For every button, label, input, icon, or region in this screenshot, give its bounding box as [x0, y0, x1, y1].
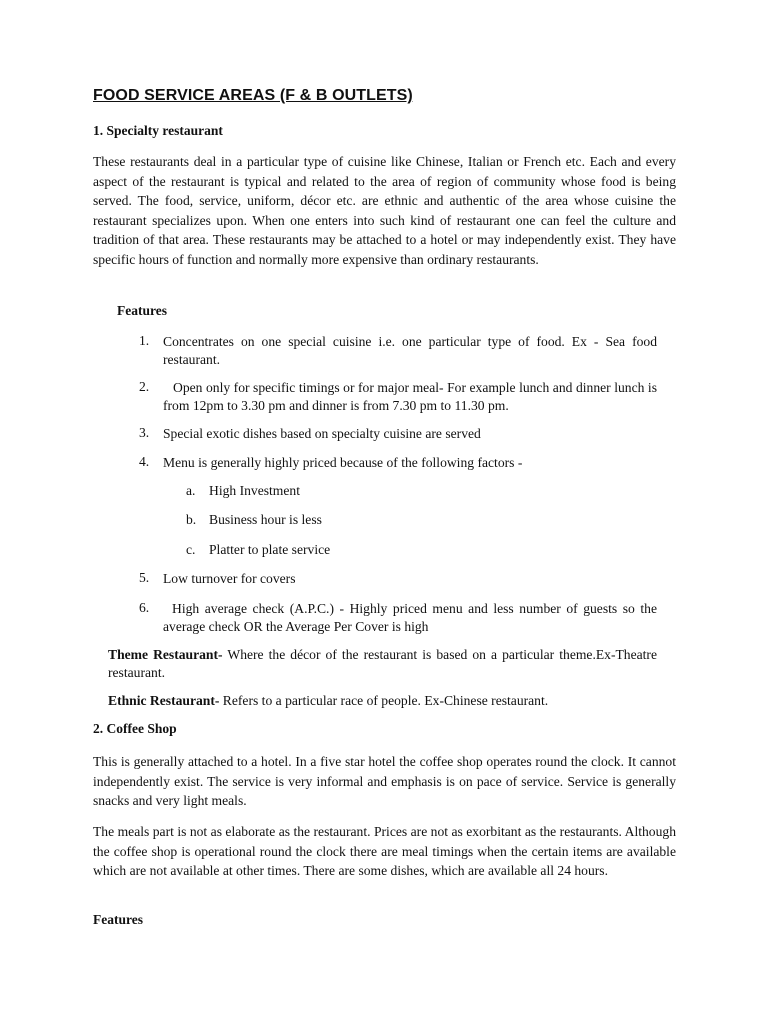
- factor-mark: b.: [186, 512, 197, 527]
- coffee-shop-paragraph-2: The meals part is not as elaborate as the restaurant. Prices are not as exorbitant as the restaurants. Although the coffee shop is operational round the clock there are meal timings when the certain items are available which are not available at other times. There are some dishes, which are available all 24 hours.: [93, 824, 676, 878]
- feature-item: Open only for specific timings or for major meal- For example lunch and dinner lunch is from 12pm to 3.30 pm and dinner is from 7.30 pm to 11.30 pm.: [163, 380, 657, 413]
- theme-restaurant-label: Theme Restaurant-: [108, 647, 223, 662]
- theme-restaurant-definition: [108, 646, 657, 682]
- section-heading-coffee-shop: 2. Coffee Shop: [93, 721, 177, 736]
- features-heading-coffee-shop: Features: [93, 912, 143, 927]
- document-title: FOOD SERVICE AREAS (F & B OUTLETS): [93, 87, 413, 104]
- feature-number: 1.: [139, 333, 150, 348]
- feature-item: Menu is generally highly priced because of the following factors -: [163, 455, 523, 470]
- feature-item: High average check (A.P.C.) - Highly priced menu and less number of guests so the average check OR the Average Per Cover is high: [163, 601, 657, 634]
- factor-item: High Investment: [209, 483, 300, 498]
- features-heading-specialty: Features: [117, 303, 167, 318]
- theme-restaurant-text: Where the décor of the restaurant is based on a particular theme.Ex-Theatre restaurant.: [108, 647, 657, 680]
- ethnic-restaurant-label: Ethnic Restaurant-: [108, 693, 220, 708]
- coffee-shop-paragraph-1: This is generally attached to a hotel. In a five star hotel the coffee shop operates round the clock. It cannot independently exist. The service is very informal and emphasis is on pace of service. Service is generally snacks and very light meals.: [93, 754, 676, 808]
- factor-mark: a.: [186, 483, 196, 498]
- ethnic-restaurant-text: Refers to a particular race of people. Ex-Chinese restaurant.: [219, 693, 549, 708]
- feature-item: Low turnover for covers: [163, 571, 296, 586]
- ethnic-restaurant-definition: [108, 692, 657, 710]
- section-heading-specialty: 1. Specialty restaurant: [93, 123, 223, 138]
- feature-number: 6.: [139, 600, 150, 615]
- factor-item: Business hour is less: [209, 512, 322, 527]
- feature-number: 2.: [139, 379, 150, 394]
- feature-item: Concentrates on one special cuisine i.e. one particular type of food. Ex - Sea food restaurant.: [163, 334, 657, 367]
- factor-item: Platter to plate service: [209, 542, 331, 557]
- specialty-intro-paragraph: These restaurants deal in a particular type of cuisine like Chinese, Italian or French etc. Each and every aspect of the restaurant is typical and related to the area of region of community whose food is being served. The food, service, uniform, décor etc. are ethnic and authentic of the area whose cuisine the restaurant specializes upon. When one enters into such kind of restaurant one can feel the culture and tradition of that area. These restaurants may be attached to a hotel or may independently exist. They have specific hours of function and normally more expensive than ordinary restaurants.: [93, 154, 676, 267]
- feature-number: 4.: [139, 454, 150, 469]
- feature-number: 5.: [139, 570, 150, 585]
- feature-number: 3.: [139, 425, 150, 440]
- feature-item: Special exotic dishes based on specialty cuisine are served: [163, 426, 481, 441]
- factor-mark: c.: [186, 542, 196, 557]
